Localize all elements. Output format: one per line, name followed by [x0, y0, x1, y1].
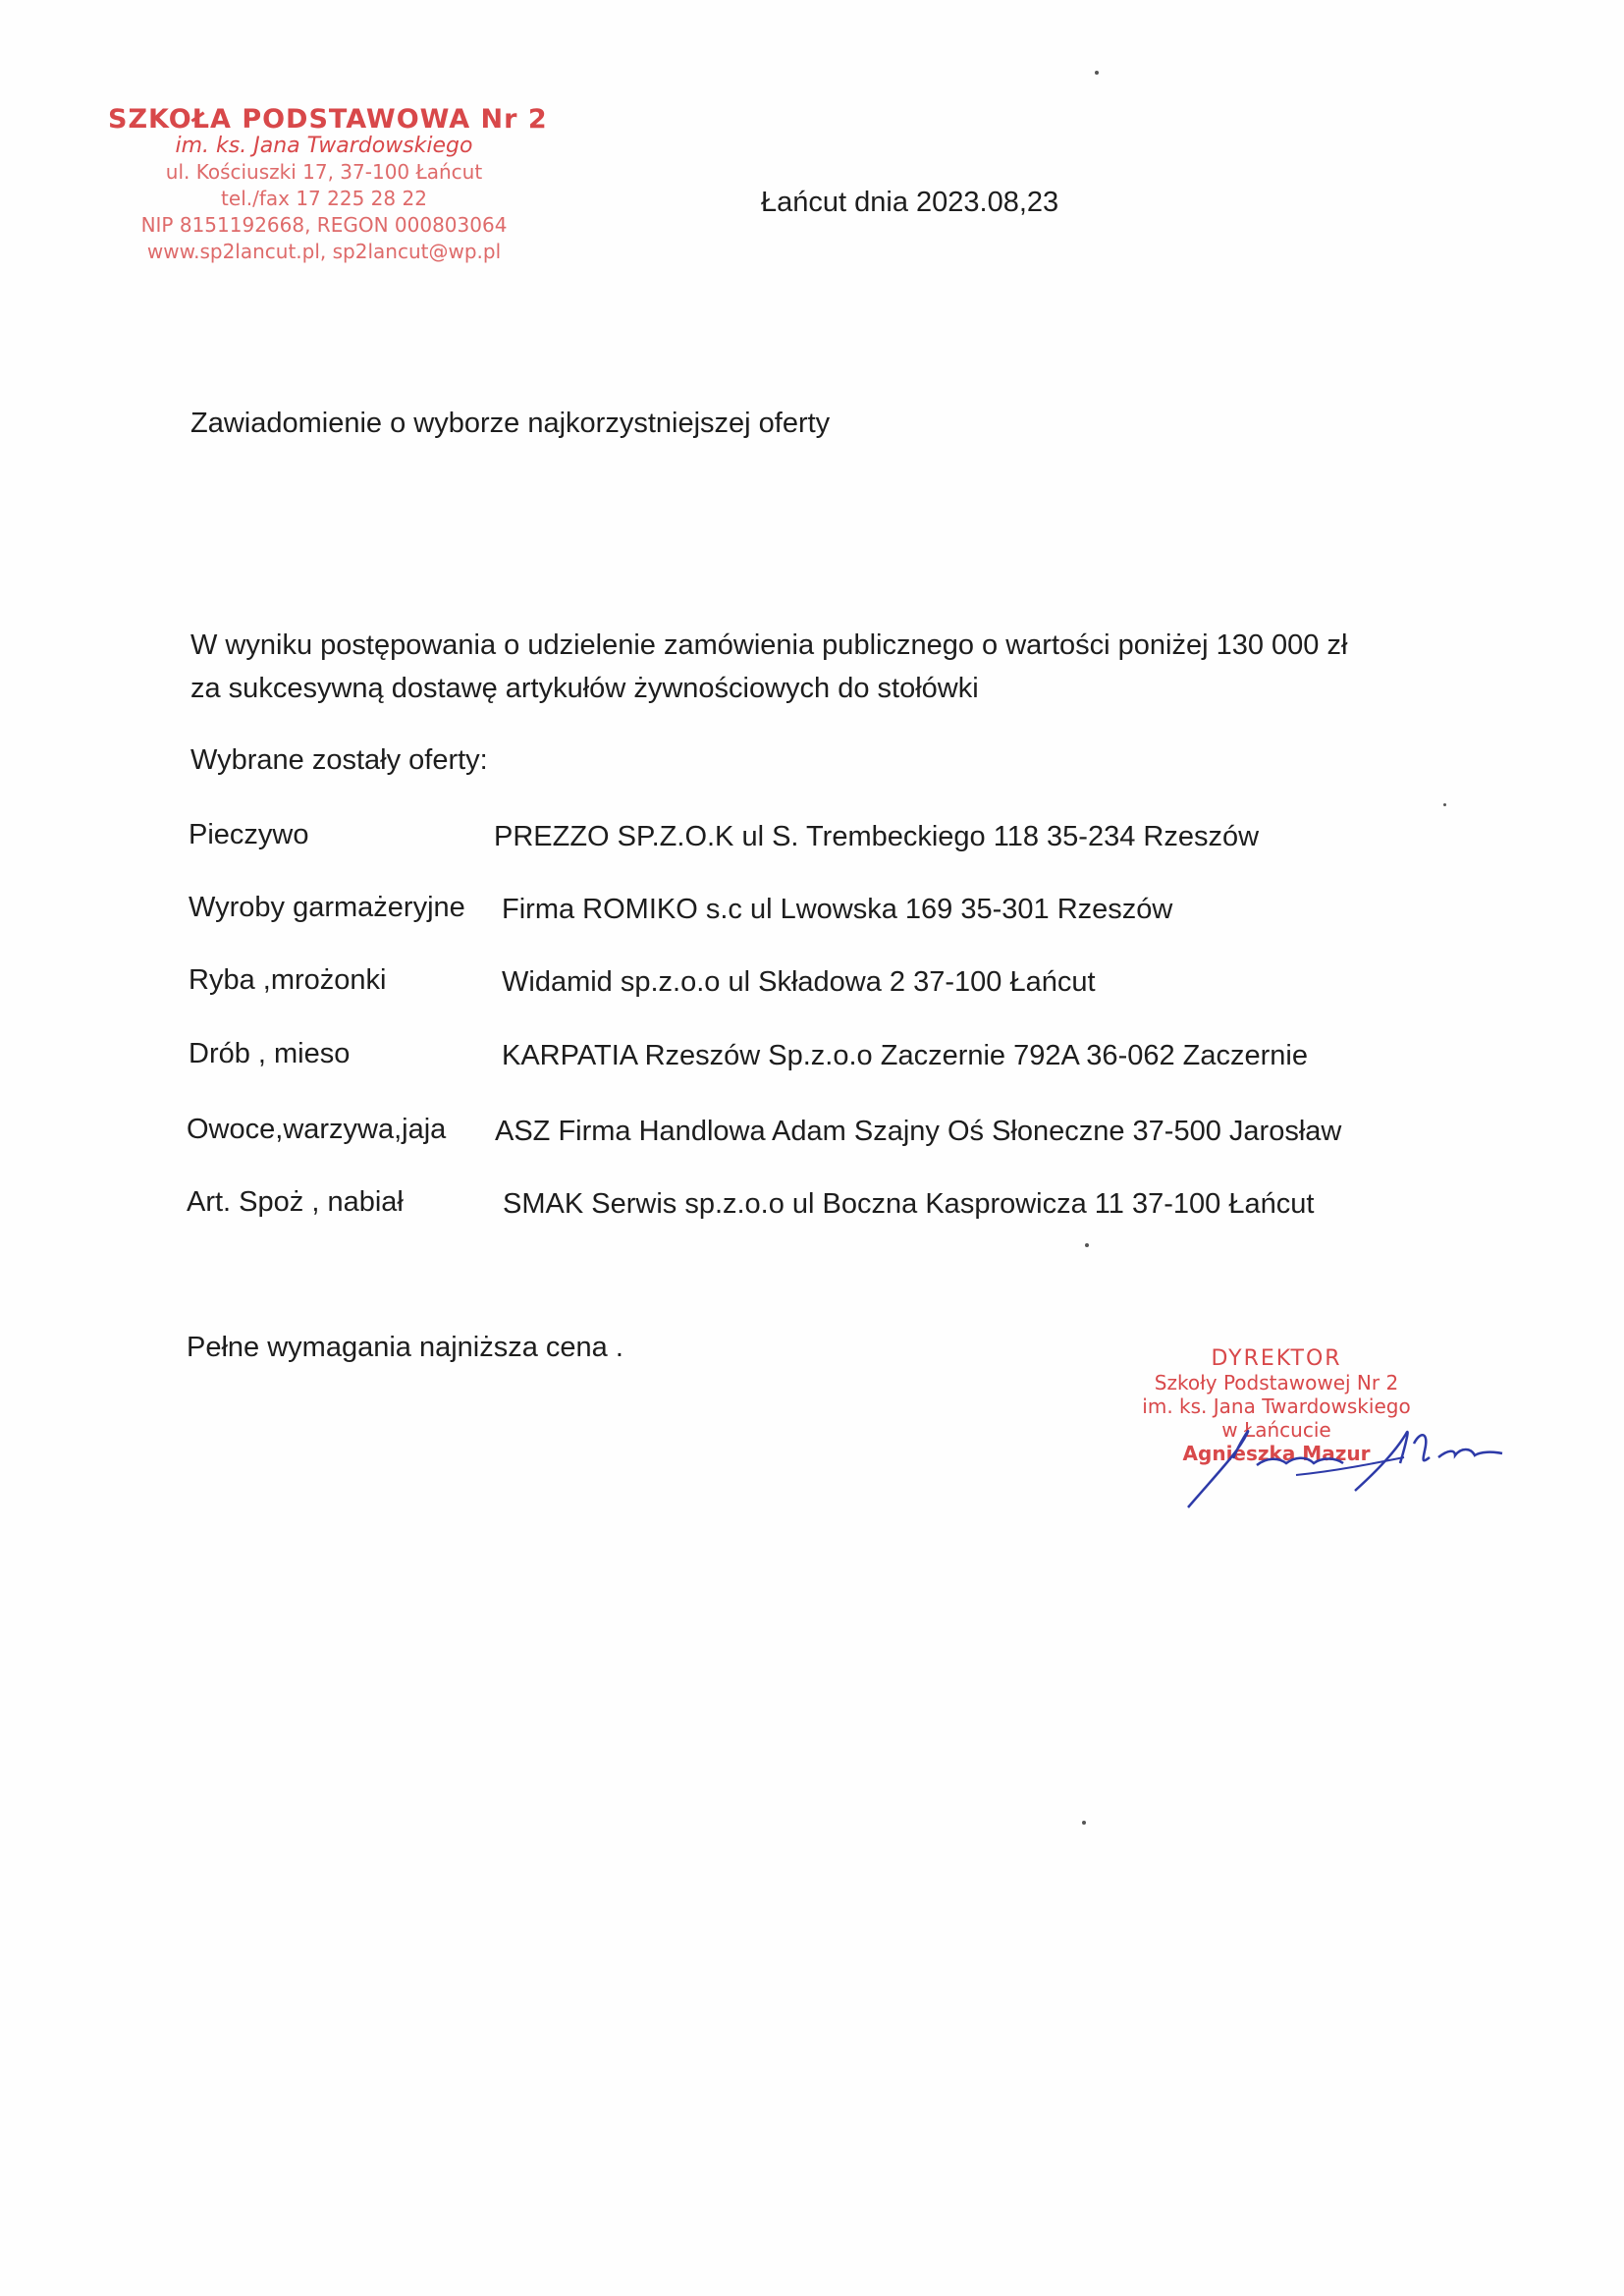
offer-supplier: SMAK Serwis sp.z.o.o ul Boczna Kasprowicza 11 37-100 Łańcut — [503, 1188, 1315, 1220]
school-patron: im. ks. Jana Twardowskiego — [175, 134, 473, 158]
offer-supplier: KARPATIA Rzeszów Sp.z.o.o Zaczernie 792A 36-062 Zaczernie — [502, 1040, 1308, 1071]
scan-speck — [1443, 803, 1446, 806]
scan-speck — [1095, 71, 1099, 75]
offer-supplier: Widamid sp.z.o.o ul Składowa 2 37-100 Łańcut — [502, 966, 1096, 998]
requirements-note: Pełne wymagania najniższa cena . — [187, 1332, 623, 1363]
stamp-title: DYREKTOR — [1211, 1346, 1342, 1371]
offer-supplier: PREZZO SP.Z.O.K ul S. Trembeckiego 118 35-234 Rzeszów — [494, 821, 1260, 852]
school-contact: www.sp2lancut.pl, sp2lancut@wp.pl — [146, 240, 502, 263]
school-phone: tel./fax 17 225 28 22 — [221, 187, 427, 210]
offer-category: Art. Spoż , nabiał — [187, 1186, 404, 1218]
chosen-offers-label: Wybrane zostały oferty: — [190, 744, 488, 776]
offer-category: Owoce,warzywa,jaja — [187, 1114, 447, 1145]
scan-speck — [1085, 1243, 1089, 1247]
stamp-city: w Łańcucie — [1221, 1418, 1331, 1442]
intro-line-2: za sukcesywną dostawę artykułów żywnościowych do stołówki — [190, 673, 979, 704]
handwritten-signature — [1149, 1414, 1522, 1522]
offer-category: Wyroby garmażeryjne — [189, 892, 465, 923]
offer-supplier: ASZ Firma Handlowa Adam Szajny Oś Słoneczne 37-500 Jarosław — [495, 1116, 1342, 1147]
school-header-stamp — [108, 104, 548, 265]
intro-line-1: W wyniku postępowania o udzielenie zamówienia publicznego o wartości poniżej 130 000 zł — [190, 629, 1348, 661]
stamp-name: Agnieszka Mazur — [1182, 1442, 1371, 1465]
school-address: ul. Kościuszki 17, 37-100 Łańcut — [165, 160, 483, 184]
offer-category: Drób , mieso — [189, 1038, 351, 1069]
school-name: SZKOŁA PODSTAWOWA Nr 2 — [108, 104, 548, 135]
school-ids: NIP 8151192668, REGON 000803064 — [140, 213, 508, 237]
stamp-school: Szkoły Podstawowej Nr 2 — [1154, 1371, 1399, 1394]
stamp-patron: im. ks. Jana Twardowskiego — [1142, 1394, 1411, 1418]
offer-category: Pieczywo — [189, 819, 309, 850]
offer-supplier: Firma ROMIKO s.c ul Lwowska 169 35-301 Rzeszów — [502, 894, 1173, 925]
offer-category: Ryba ,mrożonki — [189, 964, 387, 996]
document-date: Łańcut dnia 2023.08,23 — [761, 187, 1059, 218]
document-subject: Zawiadomienie o wyborze najkorzystniejszej oferty — [190, 408, 831, 439]
intro-paragraph — [190, 624, 1467, 710]
scan-speck — [1082, 1821, 1086, 1825]
